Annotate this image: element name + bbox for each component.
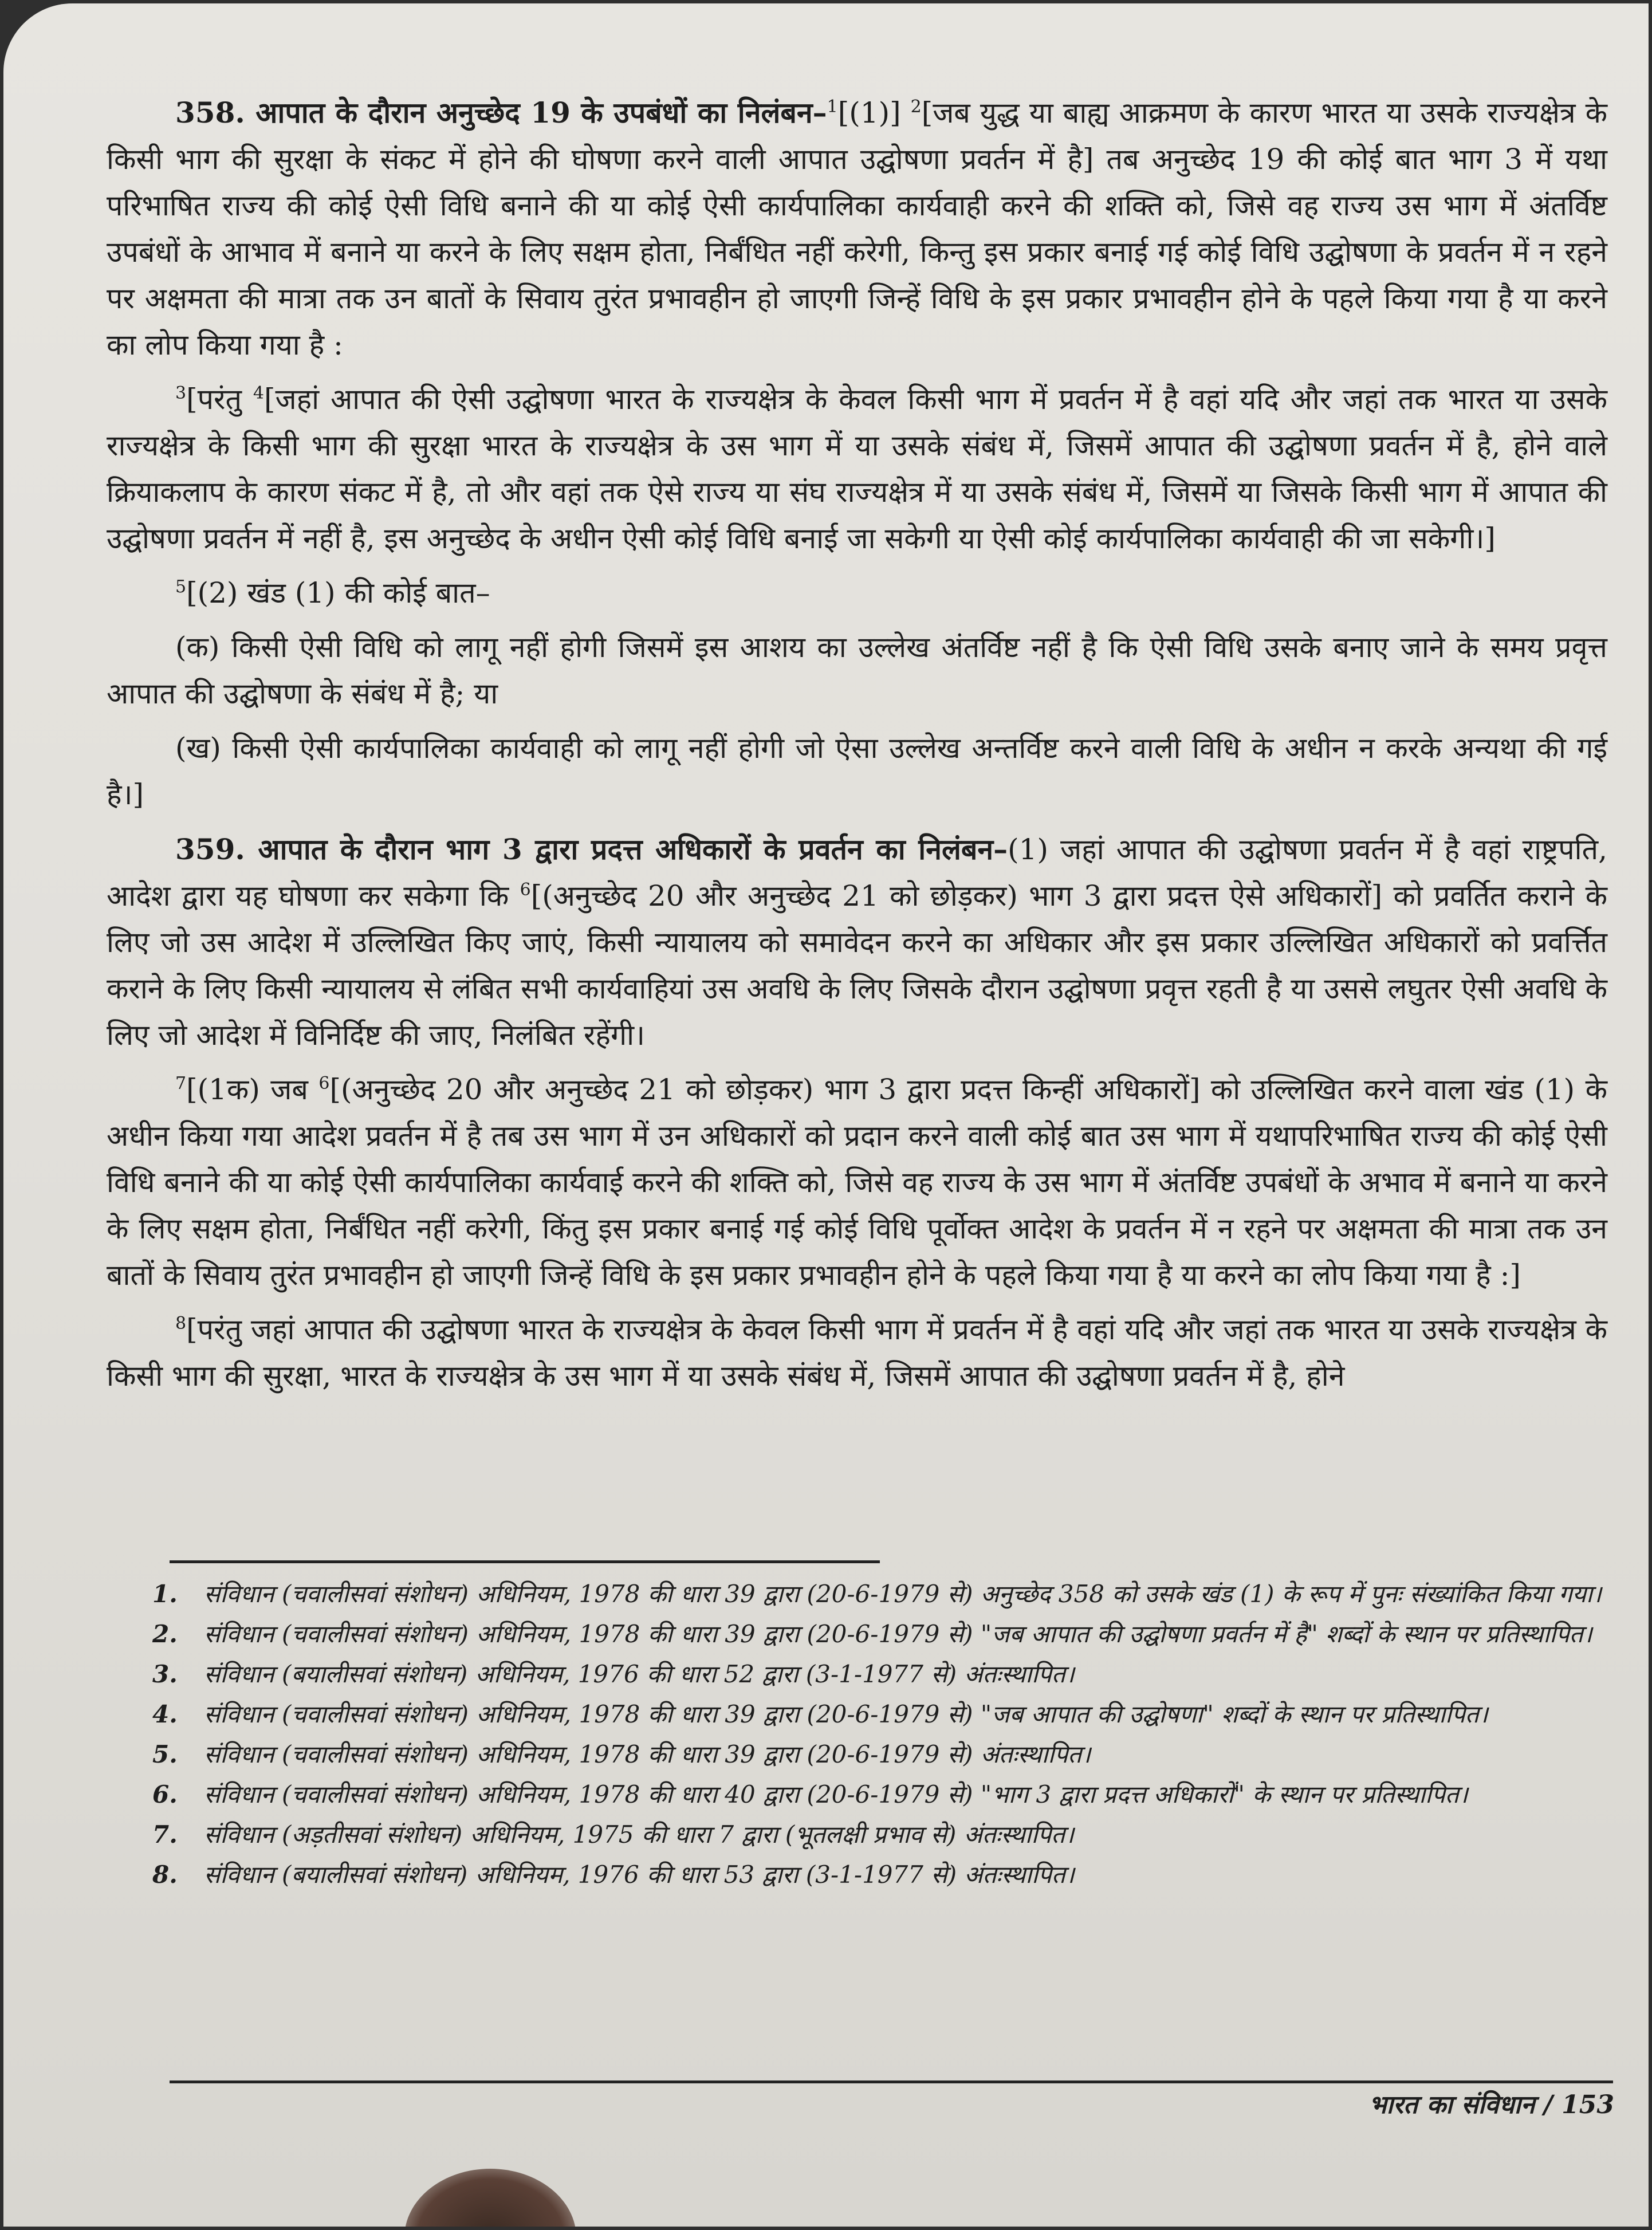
footnote-marker: 3 <box>175 383 187 403</box>
clause-2-b <box>107 725 1607 818</box>
footnote-text: संविधान (चवालीसवां संशोधन) अधिनियम, 1978 की धारा 39 द्वारा (20-6-1979 से) "जब आपात की उद्घोषणा प्रवर्तन में है" शब्दों के स्थान पर प्रतिस्थापित। <box>204 1620 1592 1648</box>
footnote-marker: 6 <box>318 1073 330 1094</box>
footnote-number: 3. <box>152 1660 178 1688</box>
footnote-item <box>152 1816 1619 1853</box>
footnote-number: 2. <box>152 1620 178 1648</box>
page-footer: भारत का संविधान / 153 <box>1368 2090 1614 2119</box>
footnote-text: संविधान (चवालीसवां संशोधन) अधिनियम, 1978 की धारा 39 द्वारा (20-6-1979 से) अनुच्छेद 358 को उसके खंड (1) के रूप में पुनः संख्यांकित किया गया। <box>204 1580 1602 1608</box>
footnote-item <box>152 1616 1619 1653</box>
footnote-marker: 4 <box>253 383 264 403</box>
footnote-item <box>152 1736 1619 1773</box>
footnote-marker: 8 <box>175 1313 187 1334</box>
article-359-body-start: (1) जहां आपात की उद्घोषणा प्रवर्तन में है वहां राष्ट्रपति, आदेश द्वारा यह घोषणा कर सकेगा कि <box>107 833 1607 913</box>
clause-2-a-text: (क) किसी ऐसी विधि को लागू नहीं होगी जिसमें इस आशय का उल्लेख अंतर्विष्ट नहीं है कि ऐसी विधि उसके बनाए जाने के समय प्रवृत्त आपात की उद्घोषणा के संबंध में है; या <box>107 631 1607 710</box>
article-359-clause-1a <box>107 1067 1607 1299</box>
footnote-marker: 7 <box>175 1073 187 1094</box>
footnote-number: 4. <box>152 1700 178 1728</box>
clause-1a-body: [(अनुच्छेद 20 और अनुच्छेद 21 को छोड़कर) भाग 3 द्वारा प्रदत्त किन्हीं अधिकारों] को उल्लिखित करने वाला खंड (1) के अधीन किया गया आदेश प्रवर्तन में है तब उस भाग में उन अधिकारों को प्रदान करने वाली कोई बात उस भाग में यथापरिभाषित राज्य की कोई ऐसी विधि बनाने की या कोई ऐसी कार्यपालिका कार्यवाई करने की शक्ति को, जिसे वह राज्य के उस भाग में अंतर्विष्ट उपबंधों के अभाव में बनाने या करने के लिए सक्षम होता, निर्बंधित नहीं करेगी, किंतु इस प्रकार बनाई गई कोई विधि पूर्वोक्त आदेश के प्रवर्तन में न रहने पर अक्षमता की मात्रा तक उन बातों के सिवाय तुरंत प्रभावहीन हो जाएगी जिन्हें विधि के इस प्रकार प्रभावहीन होने के पहले किया गया है या करने का लोप किया गया है :] <box>107 1073 1608 1292</box>
footnote-marker: 5 <box>175 577 187 597</box>
article-358-proviso <box>107 376 1607 562</box>
page-footer-rule <box>170 2080 1613 2083</box>
footnote-text: संविधान (बयालीसवां संशोधन) अधिनियम, 1976 की धारा 53 द्वारा (3-1-1977 से) अंतःस्थापित। <box>204 1861 1075 1889</box>
footnote-number: 1. <box>152 1580 178 1608</box>
footnote-marker: 1 <box>827 97 838 117</box>
footnote-text: संविधान (बयालीसवां संशोधन) अधिनियम, 1976 की धारा 52 द्वारा (3-1-1977 से) अंतःस्थापित। <box>204 1660 1075 1688</box>
proviso-start: [परंतु <box>186 383 253 416</box>
article-359-proviso <box>107 1307 1607 1399</box>
footnote-number: 6. <box>152 1780 178 1808</box>
proviso-body: [जहां आपात की ऐसी उद्घोषणा भारत के राज्यक्षेत्र के केवल किसी भाग में प्रवर्तन में है वहां यदि और जहां तक भारत या उसके राज्यक्षेत्र के किसी भाग की सुरक्षा भारत के राज्यक्षेत्र के उस भाग में या उसके संबंध में, जिसमें आपात की उद्घोषणा प्रवर्तन में है, होने वाले क्रियाकलाप के कारण संकट में है, तो और वहां तक ऐसे राज्य या संघ राज्यक्षेत्र में या उसके संबंध में, जिसमें या जिसके किसी भाग में आपात की उद्घोषणा प्रवर्तन में नहीं है, इस अनुच्छेद के अधीन ऐसी कोई विधि बनाई जा सकेगी या ऐसी कोई कार्यपालिका कार्यवाही की जा सकेगी।] <box>107 383 1607 555</box>
footnote-number: 7. <box>152 1820 178 1848</box>
footnote-item <box>152 1656 1619 1693</box>
footnote-item <box>152 1776 1619 1813</box>
clause-number: [(1)] <box>837 96 901 129</box>
article-358-clause-2 <box>107 570 1607 616</box>
article-358-body: [जब युद्ध या बाह्य आक्रमण के कारण भारत या उसके राज्यक्षेत्र के किसी भाग की सुरक्षा के संकट में होने की घोषणा करने वाली आपात उद्घोषणा प्रवर्तन में है] तब अनुच्छेद 19 की कोई बात भाग 3 में यथा परिभाषित राज्य की कोई ऐसी विधि बनाने की या कोई ऐसी कार्यपालिका कार्यवाही करने की शक्ति को, जिसे वह राज्य उस भाग में अंतर्विष्ट उपबंधों के आभाव में बनाने या करने के लिए सक्षम होता, निर्बंधित नहीं करेगी, किन्तु इस प्रकार बनाई गई कोई विधि उद्घोषणा के प्रवर्तन में न रहने पर अक्षमता की मात्रा तक उन बातों के सिवाय तुरंत प्रभावहीन हो जाएगी जिन्हें विधि के इस प्रकार प्रभावहीन होने के पहले किया गया है या करने का लोप किया गया है : <box>107 96 1607 361</box>
article-359-body-rest: [(अनुच्छेद 20 और अनुच्छेद 21 को छोड़कर) भाग 3 द्वारा प्रदत्त ऐसे अधिकारों] को प्रवर्तित कराने के लिए जो उस आदेश में उल्लिखित किए जाएं, किसी न्यायालय को समावेदन करने का अधिकार और इस प्रकार उल्लिखित अधिकारों को प्रवर्त्तित कराने के लिए किसी न्यायालय से लंबित सभी कार्यवाहियां उस अवधि के लिए जिसके दौरान उद्घोषणा प्रवृत्त रहती है या उससे लघुतर ऐसी अवधि के लिए जो आदेश में विनिर्दिष्ट की जाए, निलंबित रहेंगी। <box>107 879 1607 1052</box>
article-359-para-1 <box>107 826 1607 1059</box>
footnote-divider <box>170 1560 880 1563</box>
article-359-proviso-body: [परंतु जहां आपात की उद्घोषणा भारत के राज्यक्षेत्र के केवल किसी भाग में प्रवर्तन में है वहां यदि और जहां तक भारत या उसके राज्यक्षेत्र के किसी भाग की सुरक्षा, भारत के राज्यक्षेत्र के उस भाग में या उसके संबंध में, जिसमें आपात की उद्घोषणा प्रवर्तन में है, होने <box>107 1313 1607 1393</box>
footnote-marker: 6 <box>520 880 531 900</box>
clause-2-b-text: (ख) किसी ऐसी कार्यपालिका कार्यवाही को लागू नहीं होगी जो ऐसा उल्लेख अन्तर्विष्ट करने वाली विधि के अधीन न करके अन्यथा की गई है।] <box>107 731 1607 811</box>
footnote-text: संविधान (चवालीसवां संशोधन) अधिनियम, 1978 की धारा 39 द्वारा (20-6-1979 से) "जब आपात की उद्घोषणा" शब्दों के स्थान पर प्रतिस्थापित। <box>204 1700 1488 1728</box>
footnote-text: संविधान (चवालीसवां संशोधन) अधिनियम, 1978 की धारा 40 द्वारा (20-6-1979 से) "भाग 3 द्वारा प्रदत्त अधिकारों" के स्थान पर प्रतिस्थापित। <box>204 1780 1468 1808</box>
footnote-text: संविधान (अड़तीसवां संशोधन) अधिनियम, 1975 की धारा 7 द्वारा (भूतलक्षी प्रभाव से) अंतःस्थापित। <box>204 1820 1075 1848</box>
footnote-text: संविधान (चवालीसवां संशोधन) अधिनियम, 1978 की धारा 39 द्वारा (20-6-1979 से) अंतःस्थापित। <box>204 1740 1091 1768</box>
clause-1a-start: [(1क) जब <box>186 1073 319 1106</box>
article-358-para-1 <box>107 89 1607 368</box>
footnote-number: 8. <box>152 1861 178 1889</box>
finger-shadow <box>404 2169 576 2227</box>
footnote-marker: 2 <box>910 97 922 117</box>
clause-2-a <box>107 624 1607 717</box>
document-page <box>3 3 1649 2227</box>
footnote-number: 5. <box>152 1740 178 1768</box>
main-text <box>107 89 1607 1407</box>
article-358-heading: 358. आपात के दौरान अनुच्छेद 19 के उपबंधों का निलंबन– <box>175 96 827 129</box>
footnote-item <box>152 1857 1619 1893</box>
footnote-item <box>152 1696 1619 1733</box>
article-359-heading: 359. आपात के दौरान भाग 3 द्वारा प्रदत्त अधिकारों के प्रवर्तन का निलंबन– <box>175 832 1008 866</box>
footnote-item <box>152 1576 1619 1612</box>
footnotes-list <box>152 1576 1619 1897</box>
clause-2-intro: [(2) खंड (1) की कोई बात– <box>186 576 490 609</box>
